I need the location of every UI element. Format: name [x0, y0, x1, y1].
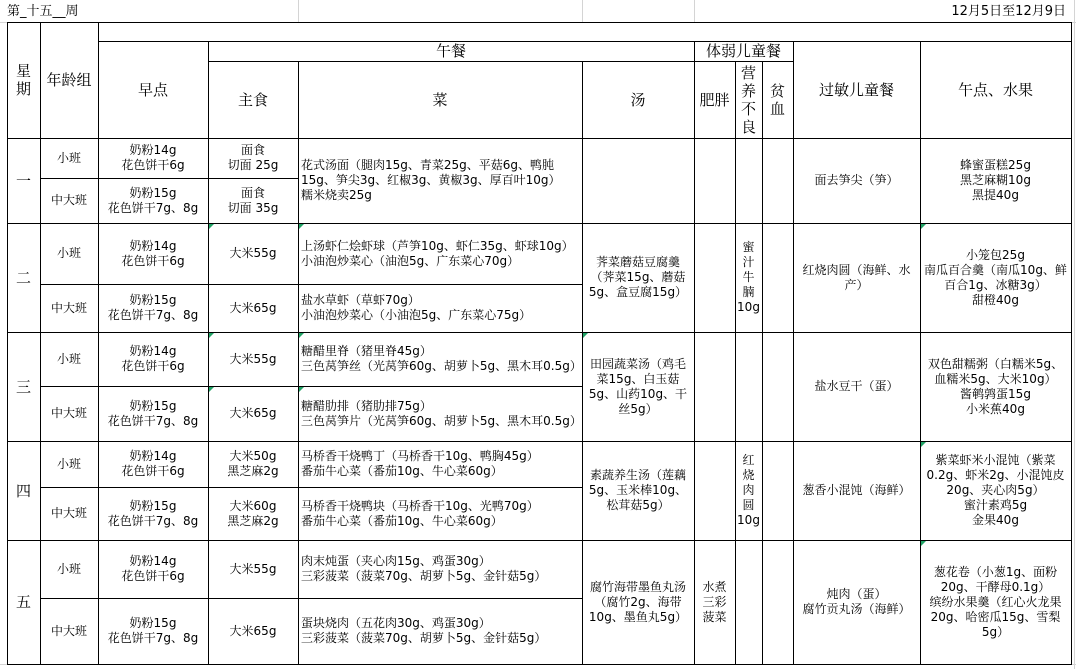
header-dish[interactable]: 菜	[432, 90, 448, 109]
dish-cell[interactable]: 糖醋里脊（猪里脊45g） 三色莴笋丝（光莴笋60g、胡萝卜5g、黑木耳0.5g）	[301, 344, 582, 373]
age-group-cell[interactable]: 中大班	[50, 300, 87, 315]
staple-cell[interactable]: 大米65g	[229, 406, 277, 420]
row-border	[298, 386, 583, 387]
column-border	[40, 22, 41, 665]
gridline	[1074, 0, 1075, 669]
breakfast-cell[interactable]: 奶粉15g 花色饼干7g、8g	[107, 293, 199, 322]
obese-cell[interactable]: 水煮 三彩 菠菜	[702, 579, 727, 624]
dish-cell[interactable]: 上汤虾仁烩虾球（芦笋10g、虾仁35g、虾球10g） 小油泡炒菜心（油泡5g、广东菜心70g）	[301, 238, 574, 268]
weekday-cell[interactable]: 三	[15, 377, 31, 396]
anemia-cell[interactable]	[762, 441, 793, 540]
age-group-cell[interactable]: 小班	[56, 246, 81, 260]
allergy-cell[interactable]: 盐水豆干（蛋）	[814, 379, 899, 393]
afternoon-cell[interactable]: 小笼包25g 南瓜百合羹（南瓜10g、鲜百合1g、冰糖3g） 甜橙40g	[924, 247, 1067, 307]
header-weekday[interactable]: 星 期	[15, 62, 31, 98]
staple-cell[interactable]: 大米55g	[229, 246, 277, 260]
header-staple[interactable]: 主食	[237, 90, 268, 109]
dish-cell[interactable]: 马桥香干烧鸭块（马桥香干10g、光鸭70g） 番茄牛心菜（番茄10g、牛心菜60g）	[301, 498, 539, 528]
column-border	[7, 22, 8, 665]
row-border	[40, 598, 299, 599]
afternoon-cell[interactable]: 紫菜虾米小混饨（紫菜0.2g、虾米2g、小混饨皮20g、夹心肉5g） 蜜汁素鸡5g 金果40g	[926, 453, 1065, 527]
row-border	[7, 540, 1072, 541]
allergy-cell[interactable]: 炖肉（蛋） 腐竹贡丸汤（海鲜）	[802, 587, 911, 616]
row-border	[298, 284, 583, 285]
dish-cell[interactable]: 盐水草虾（草虾70g） 小油泡炒菜心（小油泡5g、广东菜心75g）	[301, 293, 532, 322]
header-obese[interactable]: 肥胖	[699, 90, 730, 109]
anemia-cell[interactable]	[762, 138, 793, 223]
age-group-cell[interactable]: 小班	[56, 351, 81, 366]
column-border	[298, 61, 299, 665]
soup-cell[interactable]	[582, 138, 694, 223]
header-weak-meal[interactable]: 体弱儿童餐	[705, 42, 781, 60]
breakfast-cell[interactable]: 奶粉15g 花色饼干7g、8g	[107, 185, 199, 215]
gridline	[582, 0, 583, 22]
row-border	[40, 487, 299, 488]
row-border	[40, 386, 299, 387]
comment-indicator-icon	[921, 442, 926, 447]
column-border	[582, 61, 583, 665]
row-border	[298, 598, 583, 599]
header-afternoon[interactable]: 午点、水果	[957, 80, 1033, 99]
column-border	[208, 41, 209, 665]
age-group-cell[interactable]: 中大班	[50, 406, 87, 420]
staple-cell[interactable]: 大米55g	[229, 351, 277, 366]
row-border	[98, 41, 1072, 42]
row-border	[298, 487, 583, 488]
row-border	[208, 61, 794, 62]
column-border	[793, 41, 794, 665]
breakfast-cell[interactable]: 奶粉15g 花色饼干7g、8g	[107, 398, 199, 428]
obese-cell[interactable]	[694, 332, 735, 441]
column-border	[920, 41, 921, 665]
malnutrition-cell[interactable]	[735, 332, 762, 441]
malnutrition-cell[interactable]: 蜜 汁 牛 腩 10g	[737, 240, 760, 314]
row-border	[7, 22, 1072, 23]
breakfast-cell[interactable]: 奶粉14g 花色饼干6g	[121, 554, 185, 583]
column-border	[98, 22, 99, 665]
staple-cell[interactable]: 面食 切面 35g	[227, 185, 279, 215]
comment-indicator-icon	[583, 333, 588, 338]
staple-cell[interactable]: 面食 切面 25g	[227, 143, 279, 172]
comment-indicator-icon	[921, 224, 926, 229]
header-age-group[interactable]: 年龄组	[46, 71, 92, 89]
header-allergy[interactable]: 过敏儿童餐	[818, 80, 894, 99]
comment-indicator-icon	[209, 387, 214, 392]
column-border	[762, 61, 763, 665]
malnutrition-cell[interactable]: 红 烧 肉 圆 10g	[737, 453, 760, 527]
allergy-cell[interactable]: 葱香小混饨（海鲜）	[802, 483, 911, 497]
gridline	[298, 0, 299, 22]
week-title[interactable]: 第_十五__周	[7, 4, 79, 19]
anemia-cell[interactable]	[762, 332, 793, 441]
anemia-cell[interactable]	[762, 540, 793, 664]
dish-cell[interactable]: 花式汤面（腿肉15g、青菜25g、平菇6g、鸭肫15g、笋尖3g、红椒3g、黄椒3g、厚百叶10g） 糯米烧卖25g	[301, 158, 561, 202]
soup-cell[interactable]: 荠菜蘑菇豆腐羹 （荠菜15g、蘑菇5g、盒豆腐15g）	[588, 255, 688, 299]
comment-indicator-icon	[299, 224, 304, 229]
soup-cell[interactable]: 腐竹海带墨鱼丸汤 （腐竹2g、海带10g、墨鱼丸5g）	[588, 579, 688, 624]
afternoon-cell[interactable]: 双色甜糯粥（白糯米5g、血糯米5g、大米10g） 酱鹌鹑蛋15g 小米蕉40g	[927, 356, 1064, 416]
row-border	[40, 178, 299, 179]
header-anemia[interactable]: 贫 血	[769, 81, 785, 118]
age-group-cell[interactable]: 小班	[56, 456, 81, 471]
dish-cell[interactable]: 肉末炖蛋（夹心肉15g、鸡蛋30g） 三彩菠菜（菠菜70g、胡萝卜5g、金针菇5g）	[301, 554, 547, 583]
date-range[interactable]: 12月5日至12月9日	[951, 4, 1066, 19]
obese-cell[interactable]	[694, 223, 735, 332]
header-breakfast[interactable]: 早点	[137, 80, 168, 99]
age-group-cell[interactable]: 中大班	[50, 506, 87, 520]
breakfast-cell[interactable]: 奶粉14g 花色饼干6g	[121, 344, 185, 373]
comment-indicator-icon	[921, 541, 926, 546]
dish-cell[interactable]: 蛋块烧肉（五花肉30g、鸡蛋30g） 三彩菠菜（菠菜70g、胡萝卜5g、金针菇5g）	[301, 616, 547, 645]
weekday-cell[interactable]: 一	[15, 171, 31, 190]
header-malnutrition[interactable]: 营 养 不 良	[740, 63, 756, 136]
obese-cell[interactable]	[694, 138, 735, 223]
header-soup[interactable]: 汤	[630, 90, 646, 109]
breakfast-cell[interactable]: 奶粉15g 花色饼干7g、8g	[107, 616, 199, 645]
gridline	[694, 0, 695, 22]
row-border	[7, 223, 1072, 224]
breakfast-cell[interactable]: 奶粉14g 花色饼干6g	[121, 449, 185, 478]
malnutrition-cell[interactable]	[735, 540, 762, 664]
weekday-cell[interactable]: 二	[15, 268, 31, 287]
comment-indicator-icon	[209, 333, 214, 338]
staple-cell[interactable]: 大米50g 黑芝麻2g	[227, 449, 279, 478]
column-border	[694, 41, 695, 665]
staple-cell[interactable]: 大米65g	[229, 623, 277, 638]
afternoon-cell[interactable]: 蜂蜜蛋糕25g 黑芝麻糊10g 黑提40g	[960, 158, 1031, 202]
weekday-cell[interactable]: 五	[15, 593, 31, 611]
staple-cell[interactable]: 大米60g 黑芝麻2g	[227, 498, 279, 528]
comment-indicator-icon	[299, 387, 304, 392]
staple-cell[interactable]: 大米55g	[229, 561, 277, 576]
age-group-cell[interactable]: 小班	[56, 561, 81, 576]
row-border	[7, 664, 1072, 665]
dish-cell[interactable]: 糖醋肋排（猪肋排75g） 三色莴笋片（光莴笋60g、胡萝卜5g、黑木耳0.5g）	[301, 398, 582, 428]
soup-cell[interactable]: 素蔬养生汤（莲藕5g、玉米棒10g、松茸菇5g）	[588, 468, 688, 512]
age-group-cell[interactable]: 小班	[56, 150, 81, 165]
comment-indicator-icon	[209, 224, 214, 229]
row-border	[7, 441, 1072, 442]
header-lunch[interactable]: 午餐	[435, 42, 466, 60]
row-border	[7, 332, 1072, 333]
malnutrition-cell[interactable]	[735, 138, 762, 223]
column-border	[1071, 22, 1072, 665]
breakfast-cell[interactable]: 奶粉15g 花色饼干7g、8g	[107, 498, 199, 528]
age-group-cell[interactable]: 中大班	[50, 623, 87, 638]
weekday-cell[interactable]: 四	[15, 481, 31, 500]
breakfast-cell[interactable]: 奶粉14g 花色饼干6g	[121, 238, 185, 268]
anemia-cell[interactable]	[762, 223, 793, 332]
afternoon-cell[interactable]: 葱花卷（小葱1g、面粉20g、干酵母0.1g） 缤纷水果羹（红心火龙果20g、哈密瓜15g、雪梨5g）	[929, 564, 1062, 639]
comment-indicator-icon	[299, 333, 304, 338]
dish-cell[interactable]: 马桥香干烧鸭丁（马桥香干10g、鸭胸45g） 番茄牛心菜（番茄10g、牛心菜60g）	[301, 449, 539, 478]
column-border	[735, 61, 736, 665]
allergy-cell[interactable]: 红烧肉圆（海鲜、水产）	[802, 262, 911, 292]
staple-cell[interactable]: 大米65g	[229, 300, 277, 315]
row-border	[40, 284, 299, 285]
row-border	[7, 138, 1072, 139]
allergy-cell[interactable]: 面去笋尖（笋）	[814, 173, 899, 187]
age-group-cell[interactable]: 中大班	[50, 193, 87, 207]
soup-cell[interactable]: 田园蔬菜汤（鸡毛菜15g、白玉菇5g、山药10g、干丝5g）	[588, 356, 688, 416]
breakfast-cell[interactable]: 奶粉14g 花色饼干6g	[121, 143, 185, 172]
obese-cell[interactable]	[694, 441, 735, 540]
